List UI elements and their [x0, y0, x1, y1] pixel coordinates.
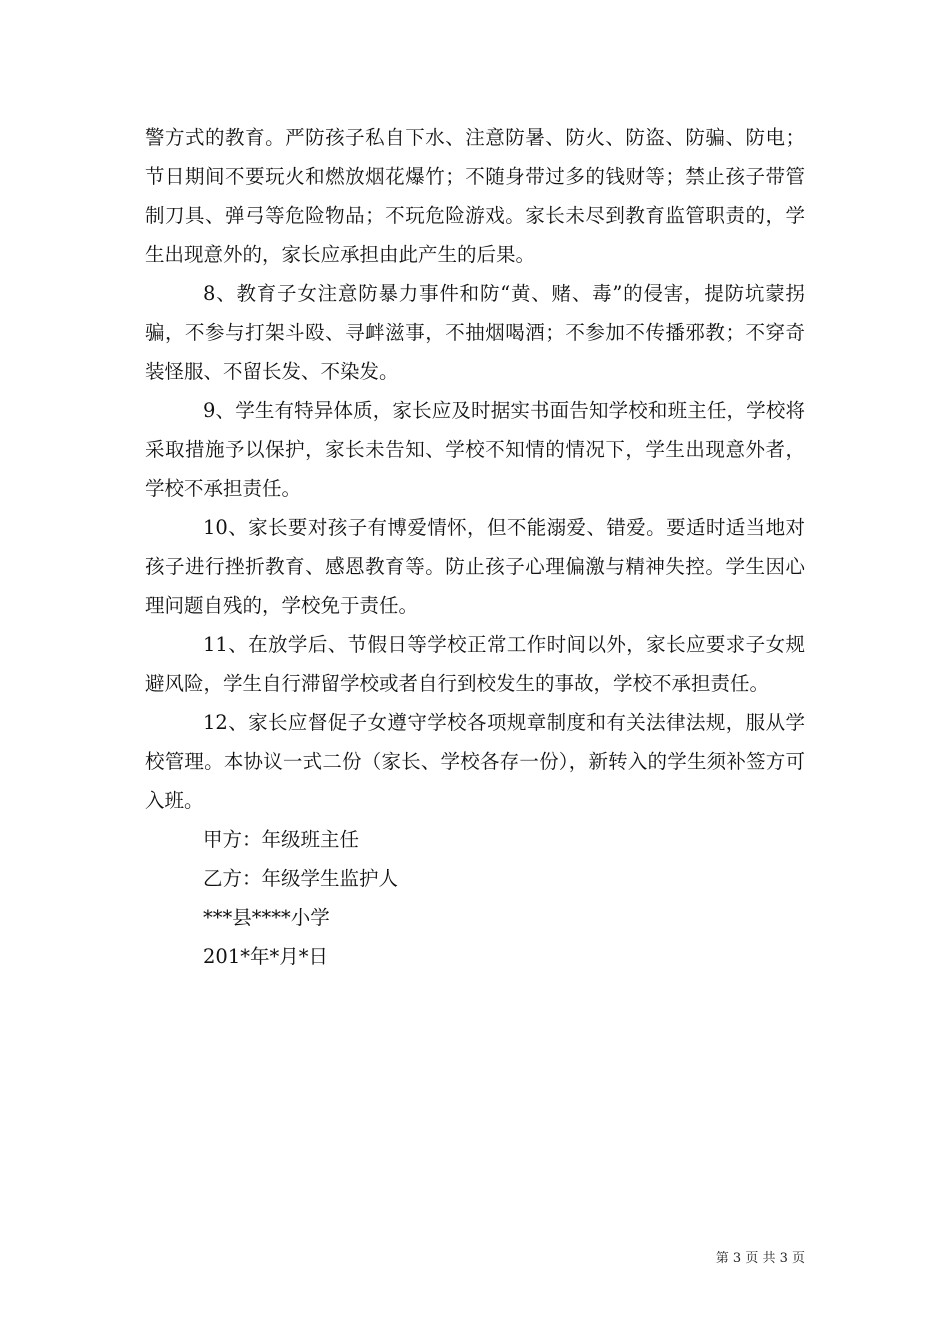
signature-party-b: 乙方：年级学生监护人 — [203, 867, 399, 890]
paragraph-item-9: 9、学生有特异体质，家长应及时据实书面告知学校和班主任，学校将采取措施予以保护，家长未告知、学校不知情的情况下，学生出现意外者，学校不承担责任。 — [145, 399, 805, 500]
paragraph-item-11: 11、在放学后、节假日等学校正常工作时间以外，家长应要求子女规避风险，学生自行滞留学校或者自行到校发生的事故，学校不承担责任。 — [145, 633, 805, 695]
signature-school: ***县****小学 — [203, 906, 330, 929]
agreement-body — [145, 118, 805, 820]
paragraph-item-12: 12、家长应督促子女遵守学校各项规章制度和有关法律法规，服从学校管理。本协议一式二份（家长、学校各存一份），新转入的学生须补签方可入班。 — [145, 711, 805, 812]
paragraph-item-8: 8、教育子女注意防暴力事件和防“黄、赌、毒”的侵害，提防坑蒙拐骗，不参与打架斗殴、寻衅滋事，不抽烟喝酒；不参加不传播邪教；不穿奇装怪服、不留长发、不染发。 — [145, 282, 805, 383]
paragraph-continuation: 警方式的教育。严防孩子私自下水、注意防暑、防火、防盗、防骗、防电；节日期间不要玩火和燃放烟花爆竹；不随身带过多的钱财等；禁止孩子带管制刀具、弹弓等危险物品；不玩危险游戏。家长未尽到教育监管职责的，学生出现意外的，家长应承担由此产生的后果。 — [145, 126, 805, 266]
page-footer: 第 3 页 共 3 页 — [715, 1251, 805, 1266]
paragraph-item-10: 10、家长要对孩子有博爱情怀，但不能溺爱、错爱。要适时适当地对孩子进行挫折教育、感恩教育等。防止孩子心理偏激与精神失控。学生因心理问题自残的，学校免于责任。 — [145, 516, 805, 617]
signature-date: 201*年*月*日 — [203, 945, 328, 968]
signature-party-a: 甲方：年级班主任 — [203, 828, 360, 851]
